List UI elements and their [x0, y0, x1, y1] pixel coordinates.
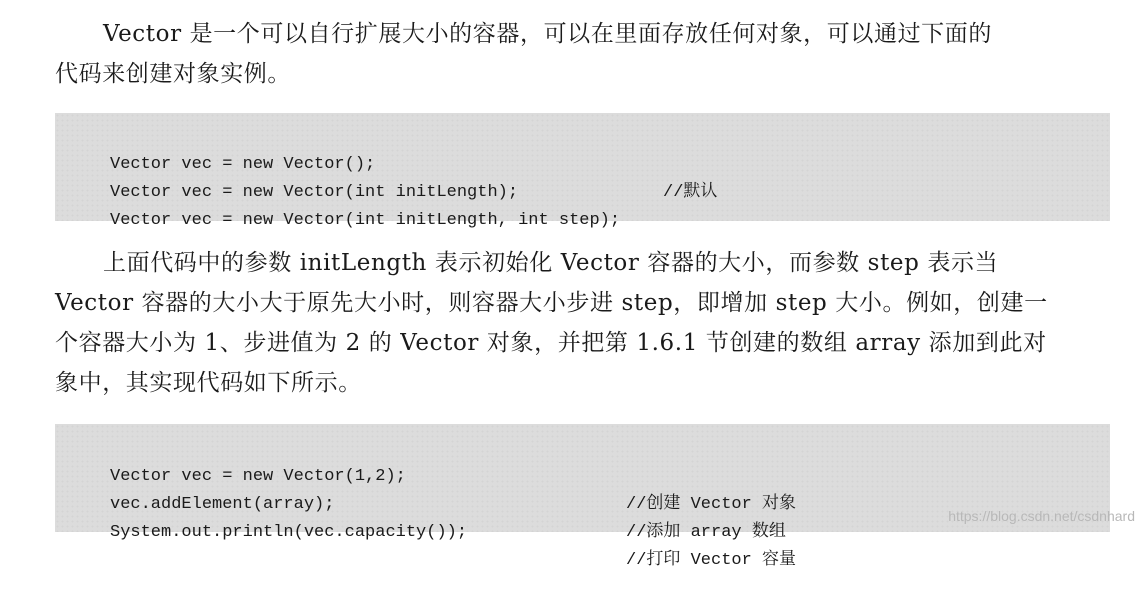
paragraph-line: 个容器大小为 1、步进值为 2 的 Vector 对象，并把第 1.6.1 节创建的数组 array 添加到此对	[55, 330, 1047, 356]
paragraph-line: 象中，其实现代码如下所示。	[55, 370, 362, 396]
code-comment: //添加 array 数组	[626, 523, 786, 542]
code-text: Vector vec = new Vector();	[110, 155, 376, 174]
code-text: Vector vec = new Vector(int initLength, int step);	[110, 211, 621, 230]
code-text: vec.addElement(array);	[110, 495, 335, 514]
code-text: System.out.println(vec.capacity());	[110, 523, 468, 542]
paragraph-line: Vector 容器的大小大于原先大小时，则容器大小步进 step，即增加 step 大小。例如，创建一	[55, 290, 1048, 316]
code-line	[110, 179, 1100, 230]
paragraph-line: 上面代码中的参数 initLength 表示初始化 Vector 容器的大小，而参数 step 表示当	[103, 250, 999, 276]
code-comment: //创建 Vector 对象	[626, 495, 797, 514]
code-comment: //打印 Vector 容量	[626, 551, 797, 570]
code-text: Vector vec = new Vector(1,2);	[110, 467, 406, 486]
paragraph-intro	[55, 14, 1115, 94]
code-comment: //默认	[663, 183, 718, 202]
code-text: Vector vec = new Vector(int initLength);	[110, 183, 519, 202]
paragraph-explanation	[55, 243, 1115, 403]
code-block-constructors	[55, 113, 1110, 230]
paragraph-line: 代码来创建对象实例。	[55, 61, 291, 87]
watermark: https://blog.csdn.net/csdnhard	[948, 508, 1135, 524]
paragraph-line: Vector 是一个可以自行扩展大小的容器，可以在里面存放任何对象，可以通过下面的	[103, 21, 992, 47]
